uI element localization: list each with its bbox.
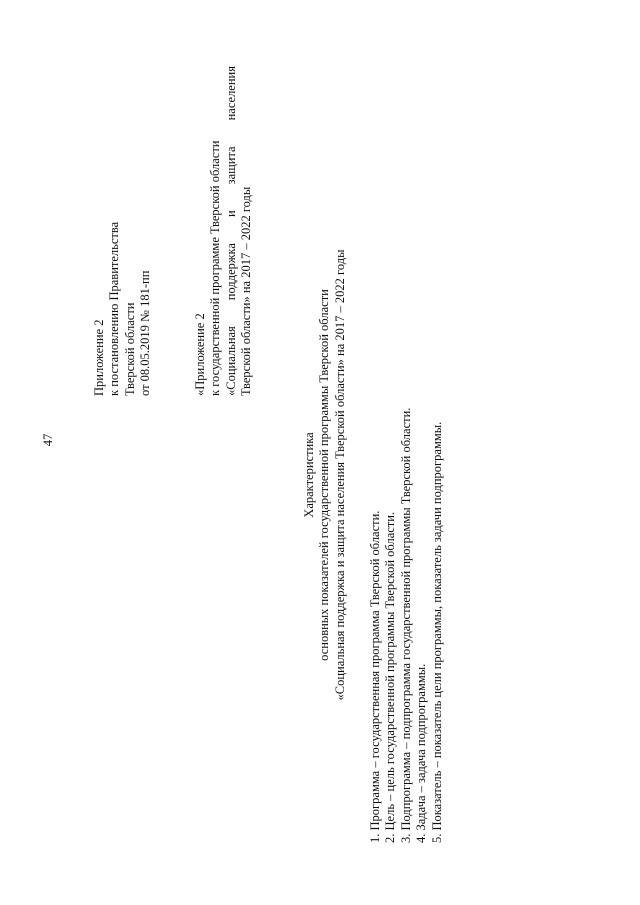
appendix-line: к государственной программе Тверской области	[208, 140, 223, 396]
approval-block	[92, 181, 154, 396]
definition-item: 3. Подпрограмма – подпрограмма государственной программы Тверской области.	[398, 407, 413, 843]
appendix-line: «Социальная поддержка и защита населения	[223, 66, 238, 396]
definition-item: 4. Задача – задача подпрограммы.	[414, 663, 429, 843]
appendix-block	[193, 66, 255, 396]
approval-line: к постановлению Правительства	[107, 221, 122, 396]
approval-line: Приложение 2	[92, 319, 106, 396]
approval-line: Тверской области	[122, 302, 137, 396]
document-title	[302, 150, 348, 800]
title-line: основных показателей государственной программы Тверской области	[317, 289, 332, 661]
title-line: Характеристика	[302, 432, 316, 518]
appendix-line: «Приложение 2	[193, 313, 207, 396]
definition-item: 2. Цель – цель государственной программы Тверской области.	[383, 511, 398, 843]
approval-line: от 08.05.2019 № 181-пп	[138, 270, 153, 396]
page-number: 47	[41, 433, 55, 447]
definition-item: 1. Программа – государственная программа Тверской области.	[368, 510, 382, 843]
definitions-list	[368, 283, 445, 843]
appendix-line: Тверской области» на 2017 – 2022 годы	[239, 186, 254, 396]
title-line: «Социальная поддержка и защита населения Тверской области» на 2017 – 2022 годы	[332, 249, 347, 701]
definition-item: 5. Показатель – показатель цели программы, показатель задачи подпрограммы.	[429, 421, 444, 843]
